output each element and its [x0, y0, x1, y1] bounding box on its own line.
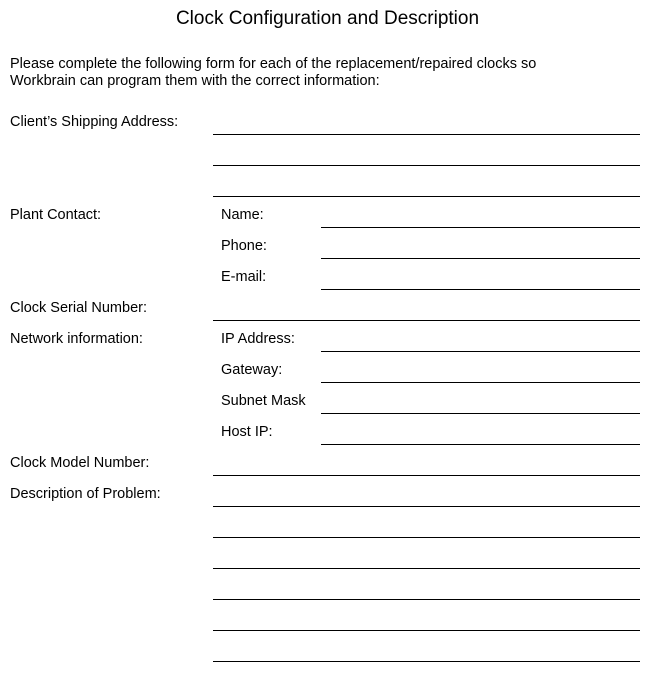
form-row: [0, 631, 655, 662]
subfield-label: IP Address:: [221, 331, 295, 347]
form-row: [0, 476, 655, 507]
form-row: [0, 569, 655, 600]
form-row: [0, 383, 655, 414]
form-row: [0, 259, 655, 290]
form-row: [0, 507, 655, 538]
field-label: Network information:: [10, 331, 143, 347]
form-row: [0, 321, 655, 352]
intro-text: [10, 56, 650, 90]
form-row: [0, 197, 655, 228]
form-row: [0, 352, 655, 383]
form-row: [0, 600, 655, 631]
page-title: Clock Configuration and Description: [175, 8, 480, 29]
form-row: [0, 166, 655, 197]
form-row: [0, 414, 655, 445]
intro-line: Workbrain can program them with the correct information:: [10, 73, 380, 89]
form-row: [0, 290, 655, 321]
subfield-label: Subnet Mask: [221, 393, 306, 409]
field-label: Client’s Shipping Address:: [10, 114, 179, 130]
form-row: [0, 445, 655, 476]
subfield-label: Gateway:: [221, 362, 283, 378]
form-row: [0, 538, 655, 569]
field-label: Description of Problem:: [10, 486, 161, 502]
form-row: [0, 228, 655, 259]
field-label: Plant Contact:: [10, 207, 102, 223]
subfield-label: Name:: [221, 207, 264, 223]
field-label: Clock Model Number:: [10, 455, 150, 471]
form-row: [0, 104, 655, 135]
field-label: Clock Serial Number:: [10, 300, 147, 316]
fill-in-line[interactable]: [213, 661, 640, 662]
subfield-label: Host IP:: [221, 424, 273, 440]
subfield-label: E-mail:: [221, 269, 267, 285]
intro-line: Please complete the following form for each of the replacement/repaired clocks so: [10, 56, 537, 72]
form-row: [0, 135, 655, 166]
subfield-label: Phone:: [221, 238, 267, 254]
form-fields: [0, 104, 655, 662]
